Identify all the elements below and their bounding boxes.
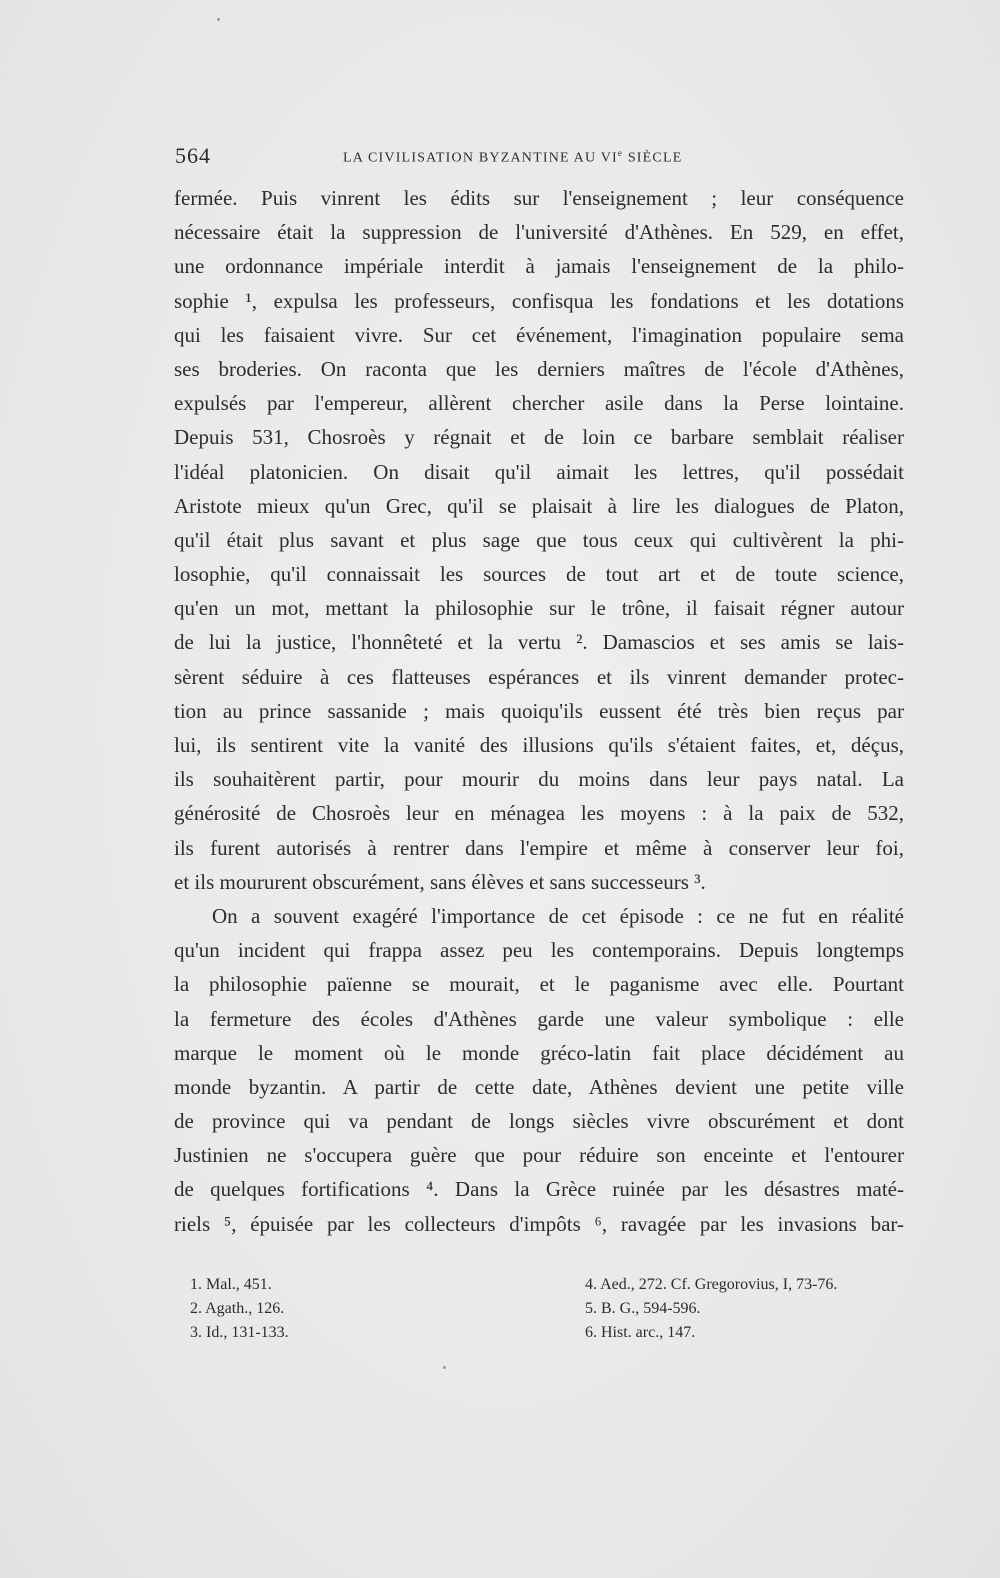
footnote: 5. B. G., 594-596. xyxy=(585,1300,701,1317)
text-line: sèrent séduire à ces flatteuses espérances et ils vinrent demander protec- xyxy=(174,664,904,689)
text-line: de quelques fortifications ⁴. Dans la Grèce ruinée par les désastres maté- xyxy=(174,1177,904,1202)
text-line: fermée. Puis vinrent les édits sur l'enseignement ; leur conséquence xyxy=(174,186,904,210)
text-line: l'idéal platonicien. On disait qu'il aimait les lettres, qu'il possédait xyxy=(174,459,904,484)
page-number: 564 xyxy=(175,143,211,168)
running-head xyxy=(343,148,682,167)
text-line: la fermeture des écoles d'Athènes garde une valeur symbolique : elle xyxy=(174,1006,904,1031)
footnote: 6. Hist. arc., 147. xyxy=(585,1324,696,1341)
text-line: qu'il était plus savant et plus sage que tous ceux qui cultivèrent la phi- xyxy=(174,527,904,552)
text-line: lui, ils sentirent vite la vanité des illusions qu'ils s'étaient faites, et, déçus, xyxy=(174,733,904,757)
footnote: 3. Id., 131-133. xyxy=(190,1324,289,1341)
paper-speck xyxy=(443,1366,446,1369)
text-line: marque le moment où le monde gréco-latin fait place décidément au xyxy=(174,1040,904,1065)
text-line: Justinien ne s'occupera guère que pour réduire son enceinte et l'entourer xyxy=(174,1143,904,1168)
footnotes-right-column xyxy=(585,1273,837,1345)
text-line: riels ⁵, épuisée par les collecteurs d'impôts ⁶, ravagée par les invasions bar- xyxy=(174,1211,904,1236)
page-header xyxy=(175,143,905,173)
text-line: losophie, qu'il connaissait les sources de tout art et de toute science, xyxy=(174,562,904,587)
running-head-end: SIÈCLE xyxy=(623,150,683,166)
text-line: Depuis 531, Chosroès y régnait et de loin ce barbare semblait réaliser xyxy=(174,425,904,450)
text-line: la philosophie païenne se mourait, et le paganisme avec elle. Pourtant xyxy=(174,972,904,997)
text-line-paragraph-end: et ils moururent obscurément, sans élèves et sans successeurs ³. xyxy=(174,869,706,894)
paper-speck xyxy=(217,18,220,21)
body-text xyxy=(174,181,904,1241)
text-line: qu'en un mot, mettant la philosophie sur le trône, il faisait régner autour xyxy=(174,596,904,621)
text-line: générosité de Chosroès leur en ménagea les moyens : à la paix de 532, xyxy=(174,801,904,826)
text-line: nécessaire était la suppression de l'université d'Athènes. En 529, en effet, xyxy=(174,220,904,245)
running-head-superscript: e xyxy=(617,148,624,158)
text-line: tion au prince sassanide ; mais quoiqu'ils eussent été très bien reçus par xyxy=(174,698,904,723)
text-line: ils furent autorisés à rentrer dans l'empire et même à conserver leur foi, xyxy=(174,835,904,860)
text-line: de lui la justice, l'honnêteté et la vertu ². Damascios et ses amis se lais- xyxy=(174,630,904,655)
text-line-paragraph-start: On a souvent exagéré l'importance de cet épisode : ce ne fut en réalité xyxy=(212,903,904,928)
text-line: une ordonnance impériale interdit à jamais l'enseignement de la philo- xyxy=(174,254,904,279)
footnotes-left-column xyxy=(190,1273,289,1345)
footnote: 1. Mal., 451. xyxy=(190,1276,272,1293)
footnote: 2. Agath., 126. xyxy=(190,1300,285,1317)
text-line: Aristote mieux qu'un Grec, qu'il se plaisait à lire les dialogues de Platon, xyxy=(174,493,904,518)
running-head-title: LA CIVILISATION BYZANTINE AU VI xyxy=(343,150,618,166)
text-line: expulsés par l'empereur, allèrent chercher asile dans la Perse lointaine. xyxy=(174,391,904,416)
text-line: de province qui va pendant de longs siècles vivre obscurément et dont xyxy=(174,1109,904,1134)
text-line: monde byzantin. A partir de cette date, Athènes devient une petite ville xyxy=(174,1074,904,1099)
text-line: qui les faisaient vivre. Sur cet événement, l'imagination populaire sema xyxy=(174,322,904,347)
footnote: 4. Aed., 272. Cf. Gregorovius, I, 73-76. xyxy=(585,1276,838,1293)
text-line: sophie ¹, expulsa les professeurs, confisqua les fondations et les dotations xyxy=(174,288,904,313)
text-line: qu'un incident qui frappa assez peu les contemporains. Depuis longtemps xyxy=(174,938,904,963)
text-line: ses broderies. On raconta que les derniers maîtres de l'école d'Athènes, xyxy=(174,356,904,381)
text-line: ils souhaitèrent partir, pour mourir du moins dans leur pays natal. La xyxy=(174,767,904,792)
